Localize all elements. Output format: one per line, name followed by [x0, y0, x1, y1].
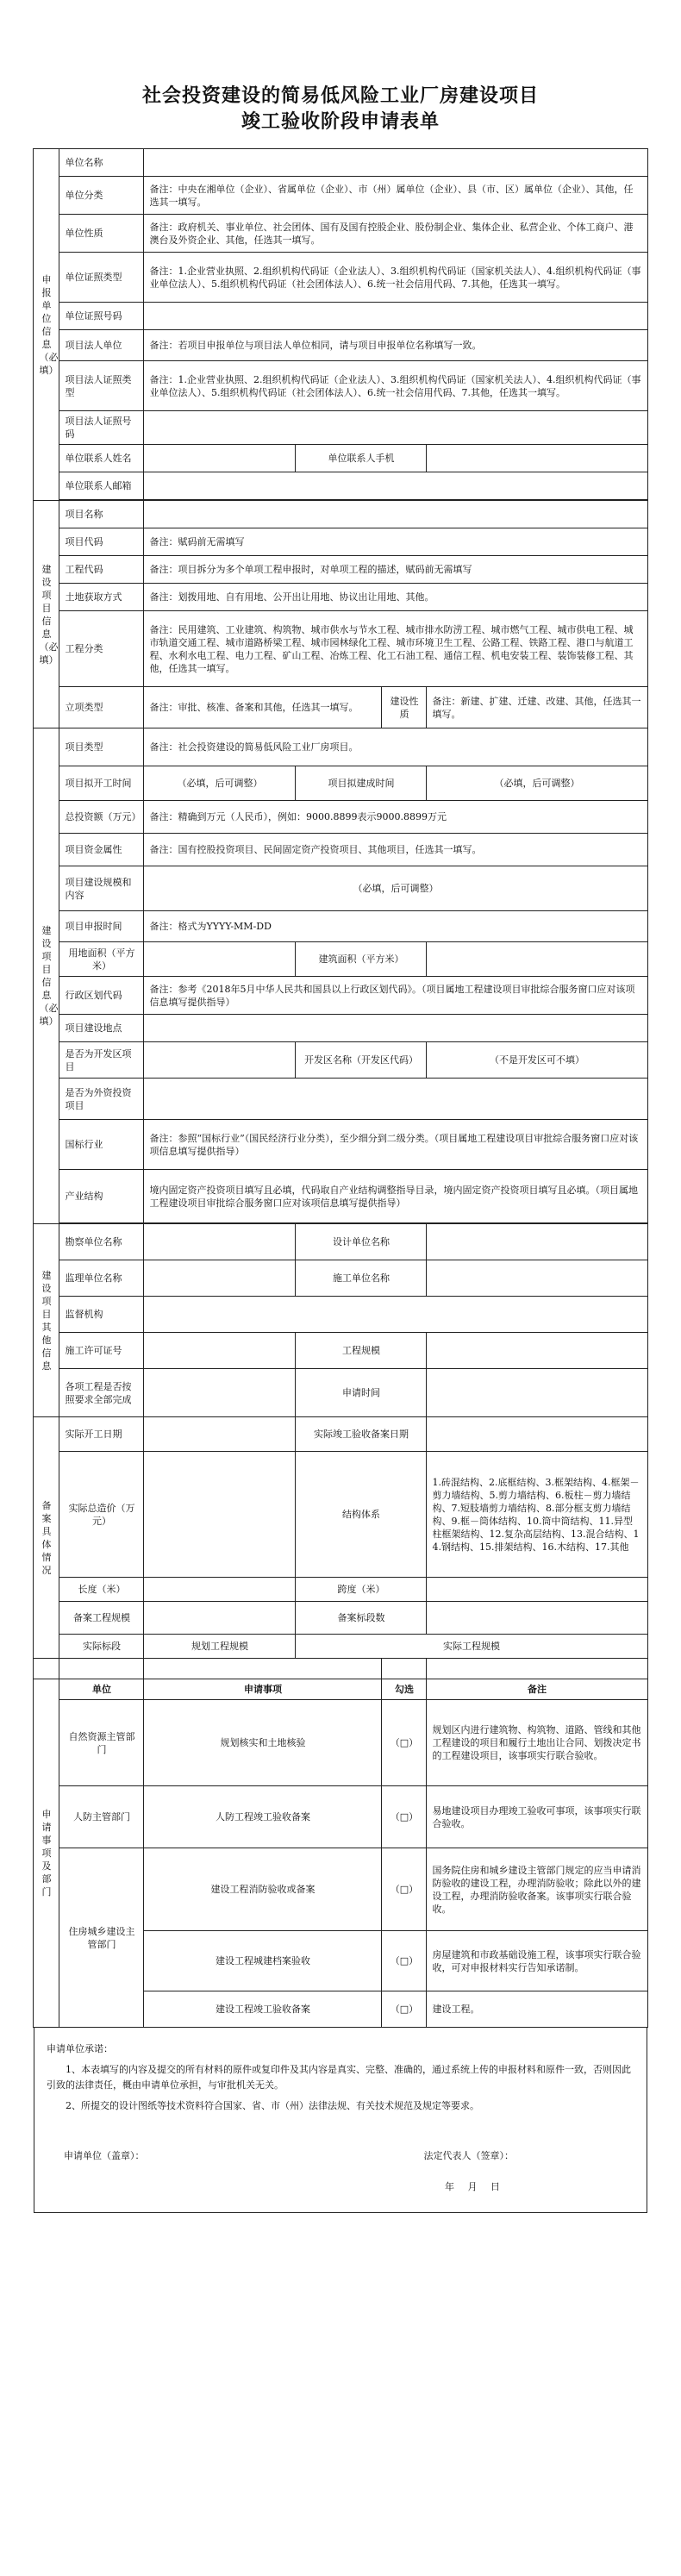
supervise-label: 监理单位名称 — [59, 1260, 144, 1297]
land-area-field[interactable] — [144, 942, 296, 977]
record-count-field[interactable] — [427, 1602, 647, 1635]
fund-field[interactable]: 备注：国有控股投资项目、民间固定资产投资项目、其他项目，任选其一填写。 — [144, 834, 647, 866]
section-no-label: 实际标段 — [59, 1635, 144, 1659]
district-label: 行政区划代码 — [59, 977, 144, 1015]
actual-scale-label: 实际工程规模 — [296, 1635, 647, 1659]
foreign-label: 是否为外资投资项目 — [59, 1079, 144, 1120]
length-field[interactable] — [144, 1578, 296, 1602]
permit-field[interactable] — [144, 1333, 296, 1369]
apply-time-field[interactable]: 备注：格式为YYYY-MM-DD — [144, 911, 647, 942]
land-method-label: 土地获取方式 — [59, 584, 144, 611]
unit-nature-field[interactable]: 备注：政府机关、事业单位、社会团体、国有及国有控股企业、股份制企业、集体企业、私营企业、个体工商户、港澳台及外资企业、其他，任选其一填写。 — [144, 215, 647, 253]
location-field[interactable] — [144, 1015, 647, 1042]
system-field[interactable]: 1.砖混结构、2.底框结构、3.框架结构、4.框架－剪力墙结构、5.剪力墙结构、6.板柱－剪力墙结构、7.短肢墙剪力墙结构、8.部分框支剪力墙结构、9.框－筒体结构、10.筒中筒结构、11.异型柱框架结构、12.复杂高层结构、13.混合结构、14.钢结构、15.排架结构、16.木结构、17.其他 — [427, 1452, 647, 1578]
dev-zone-code-field[interactable]: （不是开发区可不填） — [427, 1042, 647, 1079]
done-label: 各项工程是否按照要求全部完成 — [59, 1369, 144, 1417]
cert-type-label: 单位证照类型 — [59, 253, 144, 303]
project-type-label: 项目类型 — [59, 728, 144, 766]
span-label: 跨度（米） — [296, 1578, 427, 1602]
spacer-cell — [382, 1659, 427, 1679]
location-label: 项目建设地点 — [59, 1015, 144, 1042]
district-field[interactable]: 备注：参考《2018年5月中华人民共和国县以上行政区划代码》。（项目属地工程建设项目审批综合服务窗口应对该项信息填写提供指导） — [144, 977, 647, 1015]
legal-cert-type-label: 项目法人证照类型 — [59, 361, 144, 411]
spacer — [34, 1659, 59, 1679]
legal-rep-label: 法定代表人（签章）： — [423, 2150, 514, 2161]
land-method-field[interactable]: 备注：划拨用地、自有用地、公开出让用地、协议出让用地、其他。 — [144, 584, 647, 611]
apply-note-fire: 国务院住房和城乡建设主管部门规定的应当申请消防验收的建设工程，办理消防验收；除此以外的建设工程，办理消防验收备案。该事项实行联合验收。 — [427, 1848, 647, 1931]
dev-zone-label: 是否为开发区项目 — [59, 1042, 144, 1079]
design-field[interactable] — [427, 1224, 647, 1260]
build-area-field[interactable] — [427, 942, 647, 977]
construct-field[interactable] — [427, 1260, 647, 1297]
legal-cert-no-label: 项目法人证照号码 — [59, 411, 144, 445]
other-apply-time-label: 申请时间 — [296, 1369, 427, 1417]
project-code-label: 项目代码 — [59, 528, 144, 556]
contact-phone-field[interactable] — [427, 445, 647, 472]
done-field[interactable] — [144, 1369, 296, 1417]
other-scale-label: 工程规模 — [296, 1333, 427, 1369]
project-code-field[interactable]: 备注：赋码前无需填写 — [144, 528, 647, 556]
form-title — [0, 83, 681, 134]
regulator-label: 监督机构 — [59, 1297, 144, 1333]
signature-row — [47, 2148, 634, 2164]
survey-field[interactable] — [144, 1224, 296, 1260]
apply-item-planning: 规划核实和土地核验 — [144, 1700, 382, 1786]
scale-label: 项目建设规模和内容 — [59, 866, 144, 911]
project-type-field[interactable]: 备注：社会投资建设的简易低风险工业厂房项目。 — [144, 728, 647, 766]
project-section-label: 建设项目信息（必填） — [34, 501, 59, 728]
other-scale-field[interactable] — [427, 1333, 647, 1369]
invest-field[interactable]: 备注：精确到万元（人民币），例如：9000.8899表示9000.8899万元 — [144, 801, 647, 834]
apply-unit-civil-defense: 人防主管部门 — [59, 1786, 144, 1848]
legal-unit-label: 项目法人单位 — [59, 330, 144, 361]
apply-item-civil-defense: 人防工程竣工验收备案 — [144, 1786, 382, 1848]
apply-check-completion[interactable]: （□） — [382, 1991, 427, 2028]
plan-scale-label: 规划工程规模 — [144, 1635, 296, 1659]
work-class-label: 工程分类 — [59, 611, 144, 687]
industry-label: 国标行业 — [59, 1120, 144, 1170]
dev-zone-code-label: 开发区名称（开发区代码） — [296, 1042, 427, 1079]
fund-label: 项目资金属性 — [59, 834, 144, 866]
apply-check-archive[interactable]: （□） — [382, 1931, 427, 1991]
work-code-label: 工程代码 — [59, 556, 144, 584]
contact-phone-label: 单位联系人手机 — [296, 445, 427, 472]
unit-name-label: 单位名称 — [59, 149, 144, 177]
unit-class-label: 单位分类 — [59, 177, 144, 215]
plan-start-field[interactable]: （必填，后可调整） — [144, 766, 296, 801]
structure-field[interactable]: 境内固定资产投资项目填写且必填，代码取自产业结构调整指导目录，境内固定资产投资项目填写且必填。（项目属地工程建设项目审批综合服务窗口应对该项信息填写提供指导） — [144, 1170, 647, 1223]
plan-finish-field[interactable]: （必填，后可调整） — [427, 766, 647, 801]
other-apply-time-field[interactable] — [427, 1369, 647, 1417]
cert-no-label: 单位证照号码 — [59, 303, 144, 330]
span-field[interactable] — [427, 1578, 647, 1602]
dev-zone-field[interactable] — [144, 1042, 296, 1079]
contact-name-field[interactable] — [144, 445, 296, 472]
build-nature-label: 建设性质 — [382, 687, 427, 728]
pledge-item-2: 2、所提交的设计图纸等技术资料符合国家、省、市（州）法律法规、有关技术规范及规定等要求。 — [66, 2100, 479, 2111]
actual-start-label: 实际开工日期 — [59, 1417, 144, 1452]
apply-check-civil-defense[interactable]: （□） — [382, 1786, 427, 1848]
date-label: 年 月 日 — [445, 2181, 505, 2192]
detail-section-label: 建设项目信息（必填） — [34, 728, 59, 1224]
application-form-table — [33, 148, 647, 2028]
spacer-cell — [144, 1659, 382, 1679]
project-name-field[interactable] — [144, 501, 647, 528]
apply-item-archive: 建设工程城建档案验收 — [144, 1931, 382, 1991]
spacer-cell — [59, 1659, 144, 1679]
plan-finish-label: 项目拟建成时间 — [296, 766, 427, 801]
work-class-field[interactable]: 备注：民用建筑、工业建筑、构筑物、城市供水与节水工程、城市排水防涝工程、城市燃气工程、城市供电工程、城市轨道交通工程、城市道路桥梁工程、城市园林绿化工程、城市环境卫生工程、公路工程、铁路工程、港口与航道工程、水利水电工程、电力工程、矿山工程、冶炼工程、化工石油工程、通信工程、机电安装工程、装饰装修工程、其他，任选其一填写。 — [144, 611, 647, 687]
apply-note-planning: 规划区内进行建筑物、构筑物、道路、管线和其他工程建设的项目和履行土地出让合同、划拨决定书的工程建设项目，该事项实行联合验收。 — [427, 1700, 647, 1786]
record-scale-label: 备案工程规模 — [59, 1602, 144, 1635]
actual-invest-label: 实际总造价（万元） — [59, 1452, 144, 1578]
supervise-field[interactable] — [144, 1260, 296, 1297]
system-label: 结构体系 — [296, 1452, 427, 1578]
other-section-label: 建设项目其他信息 — [34, 1224, 59, 1417]
design-label: 设计单位名称 — [296, 1224, 427, 1260]
work-code-field[interactable]: 备注：项目拆分为多个单项工程申报时，对单项工程的描述，赋码前无需填写 — [144, 556, 647, 584]
unit-seal-label: 申请单位（盖章）： — [64, 2150, 145, 2161]
form-title-line2: 竣工验收阶段申请表单 — [241, 110, 440, 133]
unit-class-field[interactable]: 备注：中央在湘单位（企业）、省属单位（企业）、市（州）属单位（企业）、县（市、区）属单位（企业）、其他，任选其一填写。 — [144, 177, 647, 215]
pledge-title: 申请单位承诺： — [47, 2043, 113, 2054]
invest-label: 总投资额（万元） — [59, 801, 144, 834]
apply-section-label: 申请事项及部门 — [34, 1679, 59, 2028]
foreign-field[interactable] — [144, 1079, 647, 1120]
legal-cert-no-field[interactable] — [144, 411, 647, 445]
permit-label: 施工许可证号 — [59, 1333, 144, 1369]
actual-invest-field[interactable] — [144, 1452, 296, 1578]
project-name-label: 项目名称 — [59, 501, 144, 528]
form-title-line1: 社会投资建设的简易低风险工业厂房建设项目 — [141, 84, 539, 107]
apply-header-item: 申请事项 — [144, 1679, 382, 1700]
construct-label: 施工单位名称 — [296, 1260, 427, 1297]
archive-date-label: 实际竣工验收备案日期 — [296, 1417, 427, 1452]
apply-note-completion: 建设工程。 — [427, 1991, 647, 2028]
apply-check-fire[interactable]: （□） — [382, 1848, 427, 1931]
contact-name-label: 单位联系人姓名 — [59, 445, 144, 472]
apply-check-planning[interactable]: （□） — [382, 1700, 427, 1786]
industry-field[interactable]: 备注：参照“国标行业”（国民经济行业分类），至少细分到二级分类。（项目属地工程建设项目审批综合服务窗口应对该项信息填写提供指导） — [144, 1120, 647, 1170]
pledge-section — [34, 2028, 647, 2213]
spacer-cell — [427, 1659, 647, 1679]
apply-item-fire: 建设工程消防验收或备案 — [144, 1848, 382, 1931]
plan-start-label: 项目拟开工时间 — [59, 766, 144, 801]
record-section-label: 备案具体情况 — [34, 1417, 59, 1659]
apply-header-unit: 单位 — [59, 1679, 144, 1700]
archive-date-field[interactable] — [427, 1417, 647, 1452]
apply-item-completion: 建设工程竣工验收备案 — [144, 1991, 382, 2028]
build-nature-field[interactable]: 备注：新建、扩建、迁建、改建、其他，任选其一填写。 — [427, 687, 647, 728]
contact-email-label: 单位联系人邮箱 — [59, 472, 144, 500]
contact-email-field[interactable] — [144, 472, 647, 500]
applicant-section-label: 申报单位信息（必填） — [34, 149, 59, 501]
unit-nature-label: 单位性质 — [59, 215, 144, 253]
cert-no-field[interactable] — [144, 303, 647, 330]
pledge-item-1: 1、本表填写的内容及提交的所有材料的原件或复印件及其内容是真实、完整、准确的，通过系统上传的申报材料和原件一致，否则因此引致的法律责任，概由申请单位承担，与审批机关无关。 — [47, 2064, 631, 2091]
apply-time-label: 项目申报时间 — [59, 911, 144, 942]
cert-type-field[interactable]: 备注：1.企业营业执照、2.组织机构代码证（企业法人）、3.组织机构代码证（国家机关法人）、4.组织机构代码证（事业单位法人）、5.组织机构代码证（社会团体法人）、6.统一社会信用代码、7.其他，任选其一填写。 — [144, 253, 647, 303]
record-scale-field[interactable] — [144, 1602, 296, 1635]
apply-header-check: 勾选 — [382, 1679, 427, 1700]
apply-note-archive: 房屋建筑和市政基础设施工程，该事项实行联合验收，可对申报材料实行告知承诺制。 — [427, 1931, 647, 1991]
land-area-label: 用地面积（平方米） — [59, 942, 144, 977]
unit-name-field[interactable] — [144, 149, 647, 177]
apply-unit-housing: 住房城乡建设主管部门 — [59, 1848, 144, 2028]
apply-note-civil-defense: 易地建设项目办理竣工验收可事项，该事项实行联合验收。 — [427, 1786, 647, 1848]
structure-label: 产业结构 — [59, 1170, 144, 1223]
legal-cert-type-field[interactable]: 备注：1.企业营业执照、2.组织机构代码证（企业法人）、3.组织机构代码证（国家机关法人）、4.组织机构代码证（事业单位法人）、5.组织机构代码证（社会团体法人）、6.统一社会信用代码、7.其他，任选其一填写。 — [144, 361, 647, 411]
record-count-label: 备案标段数 — [296, 1602, 427, 1635]
actual-start-field[interactable] — [144, 1417, 296, 1452]
build-area-label: 建筑面积（平方米） — [296, 942, 427, 977]
legal-unit-field[interactable]: 备注：若项目申报单位与项目法人单位相同，请与项目申报单位名称填写一致。 — [144, 330, 647, 361]
survey-label: 勘察单位名称 — [59, 1224, 144, 1260]
regulator-field[interactable] — [144, 1297, 647, 1333]
approval-type-label: 立项类型 — [59, 687, 144, 728]
scale-field[interactable]: （必填，后可调整） — [144, 866, 647, 911]
apply-unit-natural-resource: 自然资源主管部门 — [59, 1700, 144, 1786]
approval-type-field[interactable]: 备注：审批、核准、备案和其他，任选其一填写。 — [144, 687, 382, 728]
apply-header-note: 备注 — [427, 1679, 647, 1700]
length-label: 长度（米） — [59, 1578, 144, 1602]
